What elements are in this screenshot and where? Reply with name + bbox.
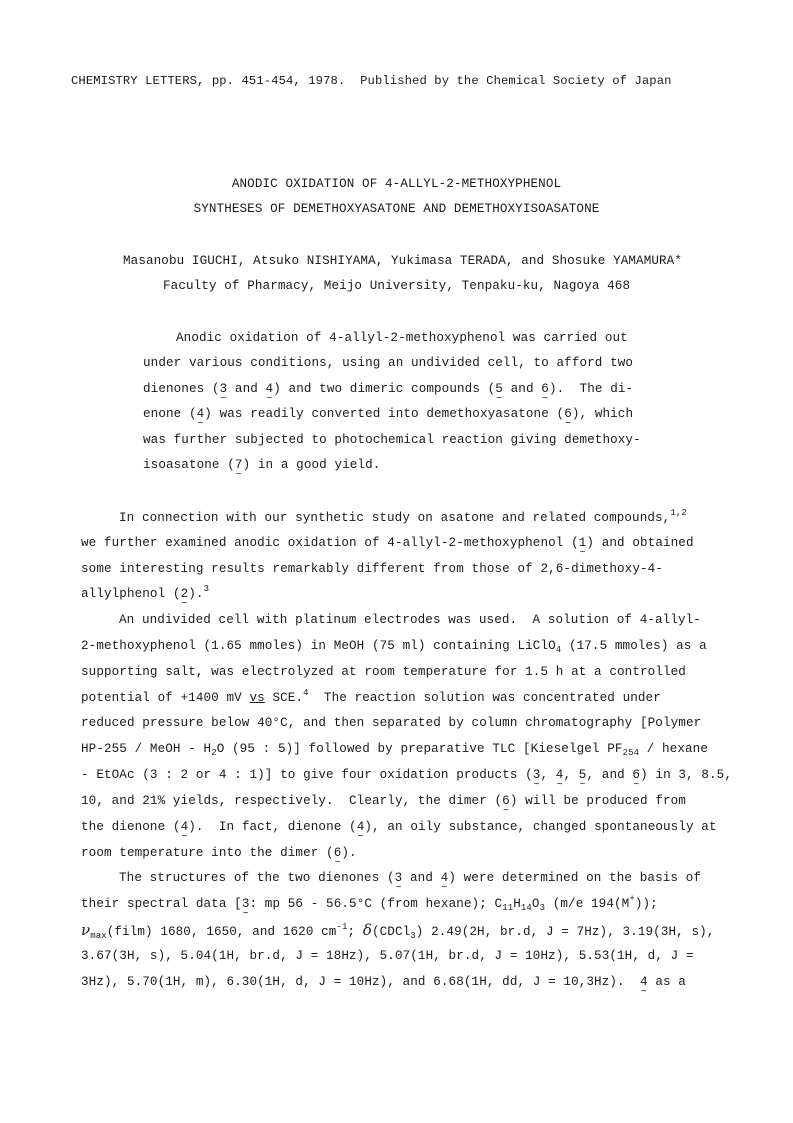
body-line: room temperature into the dimer (6 ~). xyxy=(81,845,357,861)
compound-ref: 3 ~ xyxy=(533,768,541,782)
paper-title-line-2: SYNTHESES OF DEMETHOXYASATONE AND DEMETHOXYISOASATONE xyxy=(193,202,600,216)
body-line: 3.67(3H, s), 5.04(1H, br.d, J = 18Hz), 5.07(1H, br.d, J = 10Hz), 5.53(1H, d, J = xyxy=(81,949,694,963)
compound-ref: 4 ~ xyxy=(266,382,274,396)
body-line: their spectral data [3 ~: mp 56 - 56.5°C (from hexane); $C_{11}H_{14}O_3$ (m/e 194(M+)); xyxy=(81,896,658,912)
footnote-ref: 3 xyxy=(203,584,210,594)
footnote-ref: 1,2 xyxy=(670,508,687,518)
compound-ref: 4 ~ xyxy=(197,407,205,421)
compound-ref: 4 ~ xyxy=(181,820,189,834)
compound-ref: 6 ~ xyxy=(502,794,510,808)
body-line: potential of +1400 mV vs SCE.$^4$ The reaction solution was concentrated under xyxy=(81,688,661,705)
compound-ref: 3 ~ xyxy=(242,897,250,911)
body-line: 2-methoxyphenol (1.65 mmoles) in MeOH (75 ml) containing LiClO$_4$ (17.5 mmoles) as a xyxy=(81,639,707,655)
compound-ref: 6 ~ xyxy=(564,407,572,421)
body-line: - EtOAc (3 : 2 or 4 : 1)] to give four oxidation products (3 ~, 4 ~, 5 ~, and 6 ~) in 3, 8.5, xyxy=(81,767,732,783)
compound-ref: 4 ~ xyxy=(357,820,365,834)
body-line: we further examined anodic oxidation of 4-allyl-2-methoxyphenol (1 ~) and obtained xyxy=(81,535,694,551)
journal-citation: CHEMISTRY LETTERS, pp. 451-454, 1978. xyxy=(71,74,346,88)
abstract-line: under various conditions, using an undivided cell, to afford two xyxy=(143,356,634,370)
compound-ref: 6 ~ xyxy=(632,768,640,782)
body-line: An undivided cell with platinum electrodes was used. A solution of 4-allyl- xyxy=(119,613,701,627)
body-line: reduced pressure below 40°C, and then separated by column chromatography [Polymer xyxy=(81,716,702,730)
compound-ref: 4 ~ xyxy=(441,871,449,885)
compound-ref: 3 ~ xyxy=(220,382,228,396)
abstract-line: dienones (3 ~ and 4 ~) and two dimeric compounds (5 ~ and 6 ~). The di- xyxy=(143,381,633,397)
compound-ref: 2 ~ xyxy=(181,587,189,601)
compound-ref: 5 ~ xyxy=(579,768,587,782)
compound-ref: 1 ~ xyxy=(579,536,587,550)
compound-ref: 5 ~ xyxy=(495,382,503,396)
compound-ref: 7 ~ xyxy=(235,458,243,472)
body-line: some interesting results remarkably different from those of 2,6-dimethoxy-4- xyxy=(81,562,663,576)
compound-ref: 4 ~ xyxy=(640,975,648,989)
abstract-line: enone (4 ~) was readily converted into demethoxyasatone (6 ~), which xyxy=(143,406,633,422)
delta-symbol: δ xyxy=(362,921,372,939)
nu-symbol: ν xyxy=(81,921,91,939)
author-list: Masanobu IGUCHI, Atsuko NISHIYAMA, Yukimasa TERADA, and Shosuke YAMAMURA* xyxy=(123,254,682,268)
paper-title-line-1: ANODIC OXIDATION OF 4-ALLYL-2-METHOXYPHENOL xyxy=(231,177,562,191)
body-line: $\nu_{max}(film)$ 1680, 1650, and 1620 $cm^{-1}$; δ(CDCl$_3$) 2.49(2H, br.d, J = 7Hz), 3.19(3H, s), xyxy=(81,921,715,941)
body-line: supporting salt, was electrolyzed at room temperature for 1.5 h at a controlled xyxy=(81,665,686,679)
body-line: The structures of the two dienones (3 ~ and 4 ~) were determined on the basis of xyxy=(119,870,701,886)
compound-ref: 6 ~ xyxy=(334,846,342,860)
compound-ref: 6 ~ xyxy=(541,382,549,396)
body-line: HP-255 / MeOH - $H_2O$ (95 : 5)] followed by preparative TLC [Kieselgel $PF_{254}$ / hexane xyxy=(81,742,708,758)
body-line: allylphenol (2 ~).$^3$ xyxy=(81,586,209,602)
abstract-line: was further subjected to photochemical reaction giving demethoxy- xyxy=(143,433,641,447)
journal-header xyxy=(71,73,672,89)
compound-ref: 3 ~ xyxy=(395,871,403,885)
body-line: In connection with our synthetic study on asatone and related compounds,$^{1,2}$ xyxy=(119,508,687,525)
footnote-ref: 4 xyxy=(303,688,309,698)
publisher: Published by the Chemical Society of Japan xyxy=(360,74,672,88)
body-line: 10, and 21% yields, respectively. Clearly, the dimer (6 ~) will be produced from xyxy=(81,793,686,809)
affiliation: Faculty of Pharmacy, Meijo University, Tenpaku-ku, Nagoya 468 xyxy=(163,279,631,293)
body-line: 3Hz), 5.70(1H, m), 6.30(1H, d, J = 10Hz), and 6.68(1H, dd, J = 10,3Hz). 4 ~ as a xyxy=(81,974,686,990)
abstract-line: Anodic oxidation of 4-allyl-2-methoxyphenol was carried out xyxy=(176,331,628,345)
abstract-line: isoasatone (7 ~) in a good yield. xyxy=(143,457,380,473)
compound-ref: 4 ~ xyxy=(556,768,564,782)
body-line: the dienone (4 ~). In fact, dienone (4 ~), an oily substance, changed spontaneously at xyxy=(81,819,717,835)
